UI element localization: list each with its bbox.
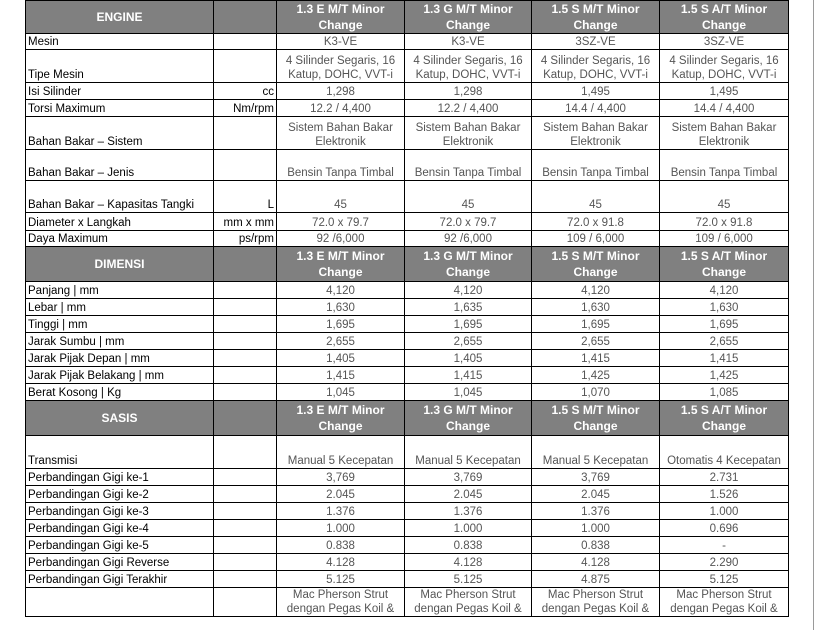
table-row xyxy=(26,282,789,299)
spec-value: 4.875 xyxy=(532,571,660,588)
spec-value: 1,070 xyxy=(532,384,660,401)
spec-label: Perbandingan Gigi ke-3 xyxy=(26,503,214,520)
spec-value: 45 xyxy=(405,181,532,213)
spec-label: Perbandingan Gigi ke-1 xyxy=(26,469,214,486)
spec-value: Sistem Bahan Bakar Elektronik xyxy=(405,117,532,150)
spec-value: 0.838 xyxy=(405,537,532,554)
spec-value: 109 / 6,000 xyxy=(532,231,660,247)
spec-label: Tinggi | mm xyxy=(26,316,214,333)
spec-value: 14.4 / 4,400 xyxy=(660,100,789,117)
spec-value: 1,405 xyxy=(277,350,405,367)
spec-value: Mac Pherson Strut dengan Pegas Koil & xyxy=(660,588,789,617)
table-row xyxy=(26,299,789,316)
spec-unit xyxy=(214,384,277,401)
table-row xyxy=(26,181,789,213)
table-row xyxy=(26,231,789,247)
spec-value: 3SZ-VE xyxy=(532,34,660,50)
spec-unit: Nm/rpm xyxy=(214,100,277,117)
spec-value: 4 Silinder Segaris, 16 Katup, DOHC, VVT-i xyxy=(277,50,405,83)
sasis-variant-header: 1.5 S M/T Minor Change xyxy=(532,401,660,436)
table-row xyxy=(26,554,789,571)
spec-value: 3,769 xyxy=(405,469,532,486)
spec-label: Jarak Pijak Belakang | mm xyxy=(26,367,214,384)
spec-value: 72.0 x 91.8 xyxy=(660,213,789,231)
spec-value: 3,769 xyxy=(277,469,405,486)
sasis-unit-header xyxy=(214,401,277,436)
spec-unit xyxy=(214,537,277,554)
sasis-section-title: SASIS xyxy=(26,401,214,436)
spec-value: 45 xyxy=(532,181,660,213)
sasis-header-row xyxy=(26,401,789,436)
spec-value: 0.838 xyxy=(532,537,660,554)
spec-value: Bensin Tanpa Timbal xyxy=(277,150,405,181)
spec-value: 4.128 xyxy=(405,554,532,571)
sasis-variant-header: 1.3 G M/T Minor Change xyxy=(405,401,532,436)
spec-unit xyxy=(214,316,277,333)
engine-section-title: ENGINE xyxy=(26,1,214,34)
spec-unit xyxy=(214,503,277,520)
spec-value: Manual 5 Kecepatan xyxy=(532,436,660,469)
sasis-variant-header: 1.5 S A/T Minor Change xyxy=(660,401,789,436)
spec-label: Berat Kosong | Kg xyxy=(26,384,214,401)
spec-label: Isi Silinder xyxy=(26,83,214,100)
spec-value: 5.125 xyxy=(660,571,789,588)
spec-value: Manual 5 Kecepatan xyxy=(405,436,532,469)
spec-value: 1.376 xyxy=(277,503,405,520)
spec-value: 1.000 xyxy=(532,520,660,537)
spec-value: Mac Pherson Strut dengan Pegas Koil & xyxy=(277,588,405,617)
spec-value: 1.376 xyxy=(532,503,660,520)
table-row xyxy=(26,367,789,384)
spec-value: 1,415 xyxy=(277,367,405,384)
spec-value: 2.731 xyxy=(660,469,789,486)
dimensi-header-row xyxy=(26,247,789,282)
spec-value: 4 Silinder Segaris, 16 Katup, DOHC, VVT-i xyxy=(660,50,789,83)
spec-label: Transmisi xyxy=(26,436,214,469)
spec-value: Sistem Bahan Bakar Elektronik xyxy=(532,117,660,150)
spec-value: 1,045 xyxy=(277,384,405,401)
spec-value: K3-VE xyxy=(277,34,405,50)
spec-value: 5.125 xyxy=(277,571,405,588)
spec-label: Jarak Sumbu | mm xyxy=(26,333,214,350)
spec-unit xyxy=(214,436,277,469)
spec-value: 2.045 xyxy=(532,486,660,503)
engine-variant-header: 1.5 S A/T Minor Change xyxy=(660,1,789,34)
spec-value: 1,630 xyxy=(277,299,405,316)
spec-unit xyxy=(214,150,277,181)
spec-label: Perbandingan Gigi Terakhir xyxy=(26,571,214,588)
spec-label: Jarak Pijak Depan | mm xyxy=(26,350,214,367)
table-row xyxy=(26,520,789,537)
spec-unit xyxy=(214,588,277,617)
spec-value: 1,495 xyxy=(660,83,789,100)
engine-header-row xyxy=(26,1,789,34)
spec-value: 92 /6,000 xyxy=(277,231,405,247)
table-row xyxy=(26,384,789,401)
spec-value: Otomatis 4 Kecepatan xyxy=(660,436,789,469)
spec-value: 1,405 xyxy=(405,350,532,367)
spec-value: 3,769 xyxy=(532,469,660,486)
spec-unit xyxy=(214,554,277,571)
spec-label: Perbandingan Gigi ke-2 xyxy=(26,486,214,503)
spec-value: 4 Silinder Segaris, 16 Katup, DOHC, VVT-i xyxy=(532,50,660,83)
table-row xyxy=(26,486,789,503)
table-row xyxy=(26,571,789,588)
engine-variant-header: 1.3 E M/T Minor Change xyxy=(277,1,405,34)
spec-value: 1.000 xyxy=(405,520,532,537)
spec-value: 1.376 xyxy=(405,503,532,520)
spec-value: 4.128 xyxy=(532,554,660,571)
spec-value: 4 Silinder Segaris, 16 Katup, DOHC, VVT-i xyxy=(405,50,532,83)
spec-value: 4,120 xyxy=(660,282,789,299)
table-row xyxy=(26,83,789,100)
dimensi-variant-header: 1.5 S M/T Minor Change xyxy=(532,247,660,282)
table-row xyxy=(26,469,789,486)
table-row xyxy=(26,436,789,469)
spec-value: Bensin Tanpa Timbal xyxy=(405,150,532,181)
spec-label: Perbandingan Gigi ke-4 xyxy=(26,520,214,537)
spec-label: Tipe Mesin xyxy=(26,50,214,83)
spec-value: 92 /6,000 xyxy=(405,231,532,247)
spec-unit: ps/rpm xyxy=(214,231,277,247)
spec-value: 2.290 xyxy=(660,554,789,571)
spec-value: 45 xyxy=(660,181,789,213)
table-row xyxy=(26,150,789,181)
engine-variant-header: 1.5 S M/T Minor Change xyxy=(532,1,660,34)
spec-label xyxy=(26,588,214,617)
table-row xyxy=(26,316,789,333)
spec-label: Daya Maximum xyxy=(26,231,214,247)
spec-value: 14.4 / 4,400 xyxy=(532,100,660,117)
spec-value: 1,495 xyxy=(532,83,660,100)
spec-label: Perbandingan Gigi ke-5 xyxy=(26,537,214,554)
spec-value: 1,425 xyxy=(532,367,660,384)
spec-value: Mac Pherson Strut dengan Pegas Koil & xyxy=(405,588,532,617)
spec-value: 2,655 xyxy=(405,333,532,350)
spec-value: 3SZ-VE xyxy=(660,34,789,50)
spec-value: 0.696 xyxy=(660,520,789,537)
spec-value: 1,298 xyxy=(277,83,405,100)
spec-unit xyxy=(214,282,277,299)
spec-value: - xyxy=(660,537,789,554)
spec-value: Sistem Bahan Bakar Elektronik xyxy=(660,117,789,150)
spec-label: Mesin xyxy=(26,34,214,50)
spec-label: Lebar | mm xyxy=(26,299,214,316)
engine-variant-header: 1.3 G M/T Minor Change xyxy=(405,1,532,34)
spec-value: Bensin Tanpa Timbal xyxy=(660,150,789,181)
spec-value: K3-VE xyxy=(405,34,532,50)
spec-value: 2,655 xyxy=(277,333,405,350)
spec-value: Sistem Bahan Bakar Elektronik xyxy=(277,117,405,150)
table-row xyxy=(26,588,789,617)
spec-value: 1.526 xyxy=(660,486,789,503)
spec-value: 1,635 xyxy=(405,299,532,316)
table-row xyxy=(26,50,789,83)
engine-unit-header xyxy=(214,1,277,34)
spec-value: Mac Pherson Strut dengan Pegas Koil & xyxy=(532,588,660,617)
spec-unit xyxy=(214,571,277,588)
spec-table xyxy=(25,0,789,617)
spec-value: 1,415 xyxy=(532,350,660,367)
spec-value: 1,695 xyxy=(277,316,405,333)
spec-unit xyxy=(214,486,277,503)
spec-value: 1,695 xyxy=(532,316,660,333)
spec-value: 1,415 xyxy=(405,367,532,384)
dimensi-variant-header: 1.3 G M/T Minor Change xyxy=(405,247,532,282)
spec-value: 1,298 xyxy=(405,83,532,100)
spec-value: 1,695 xyxy=(405,316,532,333)
spec-value: 2.045 xyxy=(277,486,405,503)
table-row xyxy=(26,100,789,117)
spec-value: 1,695 xyxy=(660,316,789,333)
spec-unit: mm x mm xyxy=(214,213,277,231)
spec-label: Panjang | mm xyxy=(26,282,214,299)
spec-value: 1,630 xyxy=(660,299,789,316)
spec-value: 1,085 xyxy=(660,384,789,401)
spec-unit xyxy=(214,333,277,350)
spec-value: 4,120 xyxy=(405,282,532,299)
dimensi-section-title: DIMENSI xyxy=(26,247,214,282)
spec-value: 2.045 xyxy=(405,486,532,503)
spec-unit xyxy=(214,350,277,367)
spec-unit xyxy=(214,469,277,486)
spec-unit xyxy=(214,299,277,316)
spec-unit xyxy=(214,50,277,83)
spec-value: 4.128 xyxy=(277,554,405,571)
spec-value: 2,655 xyxy=(532,333,660,350)
spec-value: 72.0 x 79.7 xyxy=(277,213,405,231)
spec-value: 1,415 xyxy=(660,350,789,367)
table-row xyxy=(26,333,789,350)
spec-unit: L xyxy=(214,181,277,213)
spec-label: Bahan Bakar – Jenis xyxy=(26,150,214,181)
spec-value: 1.000 xyxy=(277,520,405,537)
dimensi-variant-header: 1.5 S A/T Minor Change xyxy=(660,247,789,282)
spec-label: Bahan Bakar – Sistem xyxy=(26,117,214,150)
spec-value: 12.2 / 4,400 xyxy=(277,100,405,117)
table-row xyxy=(26,350,789,367)
spec-value: 72.0 x 79.7 xyxy=(405,213,532,231)
table-row xyxy=(26,117,789,150)
spec-value: 1,045 xyxy=(405,384,532,401)
spec-unit xyxy=(214,367,277,384)
table-row xyxy=(26,34,789,50)
spec-label: Diameter x Langkah xyxy=(26,213,214,231)
spec-value: 12.2 / 4,400 xyxy=(405,100,532,117)
spec-value: 4,120 xyxy=(277,282,405,299)
spec-value: 109 / 6,000 xyxy=(660,231,789,247)
spec-value: Bensin Tanpa Timbal xyxy=(532,150,660,181)
spec-unit xyxy=(214,117,277,150)
spec-value: 1,425 xyxy=(660,367,789,384)
table-row xyxy=(26,213,789,231)
table-row xyxy=(26,537,789,554)
spec-unit xyxy=(214,520,277,537)
spec-value: 0.838 xyxy=(277,537,405,554)
spec-value: 2,655 xyxy=(660,333,789,350)
dimensi-unit-header xyxy=(214,247,277,282)
spec-value: 1,630 xyxy=(532,299,660,316)
spec-value: 4,120 xyxy=(532,282,660,299)
spec-unit xyxy=(214,34,277,50)
spec-unit: cc xyxy=(214,83,277,100)
spec-value: 72.0 x 91.8 xyxy=(532,213,660,231)
spec-value: 1.000 xyxy=(660,503,789,520)
table-row xyxy=(26,503,789,520)
spec-value: 5.125 xyxy=(405,571,532,588)
dimensi-variant-header: 1.3 E M/T Minor Change xyxy=(277,247,405,282)
spec-label: Torsi Maximum xyxy=(26,100,214,117)
sasis-variant-header: 1.3 E M/T Minor Change xyxy=(277,401,405,436)
spec-value: Manual 5 Kecepatan xyxy=(277,436,405,469)
spec-label: Perbandingan Gigi Reverse xyxy=(26,554,214,571)
spec-value: 45 xyxy=(277,181,405,213)
spec-label: Bahan Bakar – Kapasitas Tangki xyxy=(26,181,214,213)
